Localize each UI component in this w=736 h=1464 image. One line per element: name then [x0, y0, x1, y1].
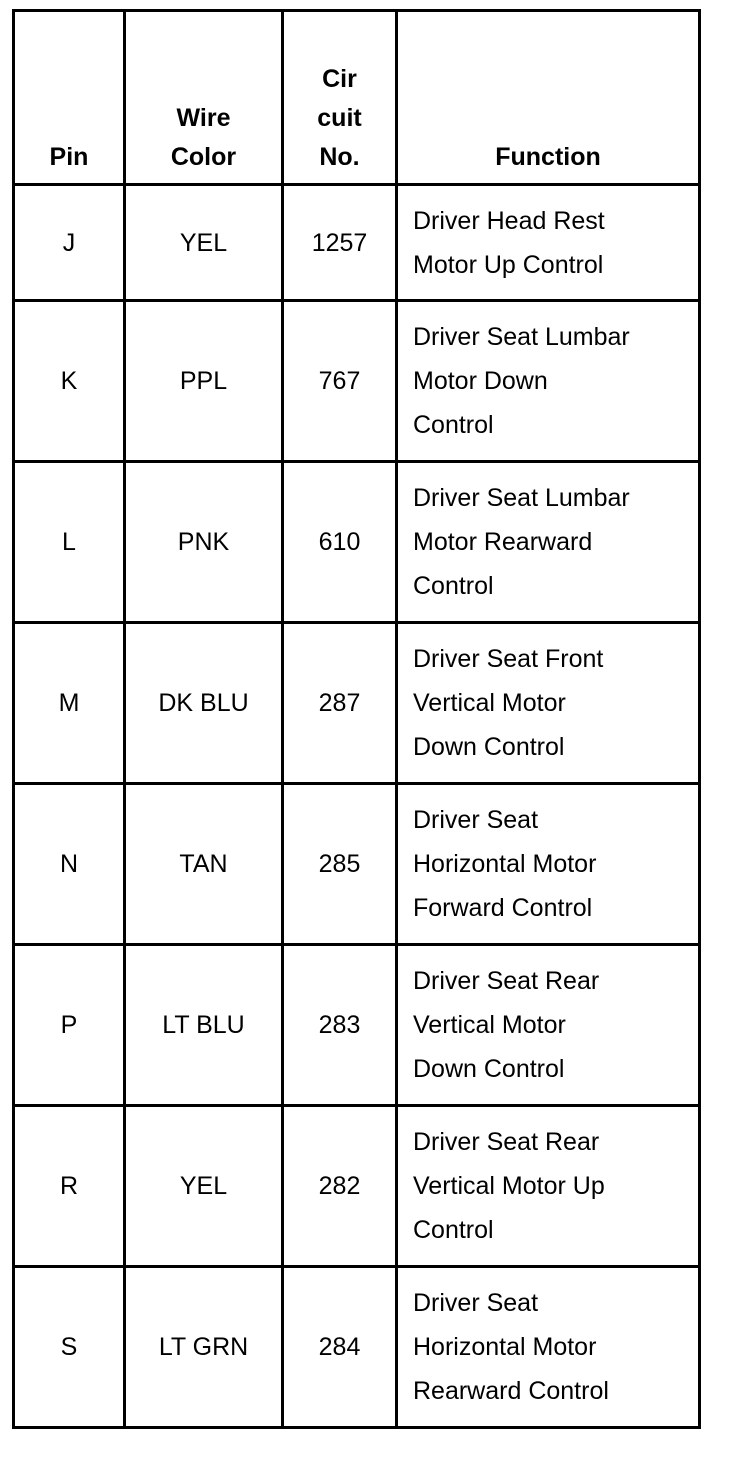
table-row [14, 1267, 700, 1428]
function-cell [397, 945, 700, 1106]
function-line: Horizontal Motor [413, 850, 597, 878]
function-line: Motor Down [413, 367, 548, 395]
table-row [14, 623, 700, 784]
wire-color-cell: YEL [125, 185, 283, 301]
wire-color-cell: TAN [125, 784, 283, 945]
wire-color-cell: LT BLU [125, 945, 283, 1106]
circuit-number-cell: 284 [283, 1267, 397, 1428]
circuit-number-cell: 287 [283, 623, 397, 784]
pin-cell: K [14, 301, 125, 462]
function-line: Vertical Motor [413, 1011, 566, 1039]
pin-cell: J [14, 185, 125, 301]
circuit-number-cell: 285 [283, 784, 397, 945]
circuit-number-cell: 767 [283, 301, 397, 462]
wire-color-cell: YEL [125, 1106, 283, 1267]
circuit-number-cell: 282 [283, 1106, 397, 1267]
function-line: Driver Seat Front [413, 645, 604, 673]
wire-color-cell: PPL [125, 301, 283, 462]
function-line: Driver Head Rest [413, 206, 605, 235]
header-pin-line: Pin [49, 143, 89, 171]
function-cell [397, 185, 700, 301]
table-row [14, 301, 700, 462]
header-function [397, 11, 700, 185]
header-row [14, 11, 700, 185]
pin-cell: M [14, 623, 125, 784]
header-function-line: Function [495, 143, 601, 171]
function-line: Down Control [413, 1055, 565, 1083]
function-line: Driver Seat Rear [413, 967, 600, 995]
pin-cell: S [14, 1267, 125, 1428]
circuit-number-cell: 610 [283, 462, 397, 623]
function-line: Driver Seat Rear [413, 1128, 600, 1156]
function-cell [397, 1106, 700, 1267]
header-wire-color [125, 11, 283, 185]
table-row [14, 784, 700, 945]
header-circuit-line: cuit [317, 104, 362, 132]
table-row [14, 1106, 700, 1267]
wire-color-cell: LT GRN [125, 1267, 283, 1428]
function-line: Forward Control [413, 894, 593, 922]
header-circuit-line: Cir [322, 65, 357, 93]
function-line: Driver Seat Lumbar [413, 323, 630, 351]
function-line: Control [413, 411, 494, 439]
table-row [14, 185, 700, 301]
function-line: Rearward Control [413, 1377, 609, 1405]
function-cell [397, 623, 700, 784]
function-line: Control [413, 572, 494, 600]
circuit-number-cell: 283 [283, 945, 397, 1106]
connector-pin-table [12, 9, 701, 1429]
wire-color-cell: DK BLU [125, 623, 283, 784]
pin-cell: L [14, 462, 125, 623]
header-circuit-no [283, 11, 397, 185]
pin-cell: N [14, 784, 125, 945]
function-cell [397, 784, 700, 945]
header-pin [14, 11, 125, 185]
header-wire-line: Color [170, 143, 237, 171]
table-row [14, 462, 700, 623]
circuit-number-cell: 1257 [283, 185, 397, 301]
header-wire-line: Wire [176, 104, 231, 132]
header-circuit-line: No. [319, 143, 360, 171]
function-cell [397, 301, 700, 462]
function-cell [397, 462, 700, 623]
pin-cell: P [14, 945, 125, 1106]
function-line: Down Control [413, 733, 565, 761]
function-line: Vertical Motor [413, 689, 566, 717]
pin-cell: R [14, 1106, 125, 1267]
function-line: Motor Rearward [413, 528, 593, 556]
function-line: Driver Seat Lumbar [413, 484, 630, 512]
function-line: Control [413, 1216, 494, 1244]
function-line: Vertical Motor Up [413, 1172, 605, 1200]
function-line: Horizontal Motor [413, 1333, 597, 1361]
function-line: Driver Seat [413, 1289, 539, 1317]
table-row [14, 945, 700, 1106]
function-line: Motor Up Control [413, 250, 604, 279]
wire-color-cell: PNK [125, 462, 283, 623]
function-cell [397, 1267, 700, 1428]
table-body [14, 185, 700, 1428]
function-line: Driver Seat [413, 806, 539, 834]
